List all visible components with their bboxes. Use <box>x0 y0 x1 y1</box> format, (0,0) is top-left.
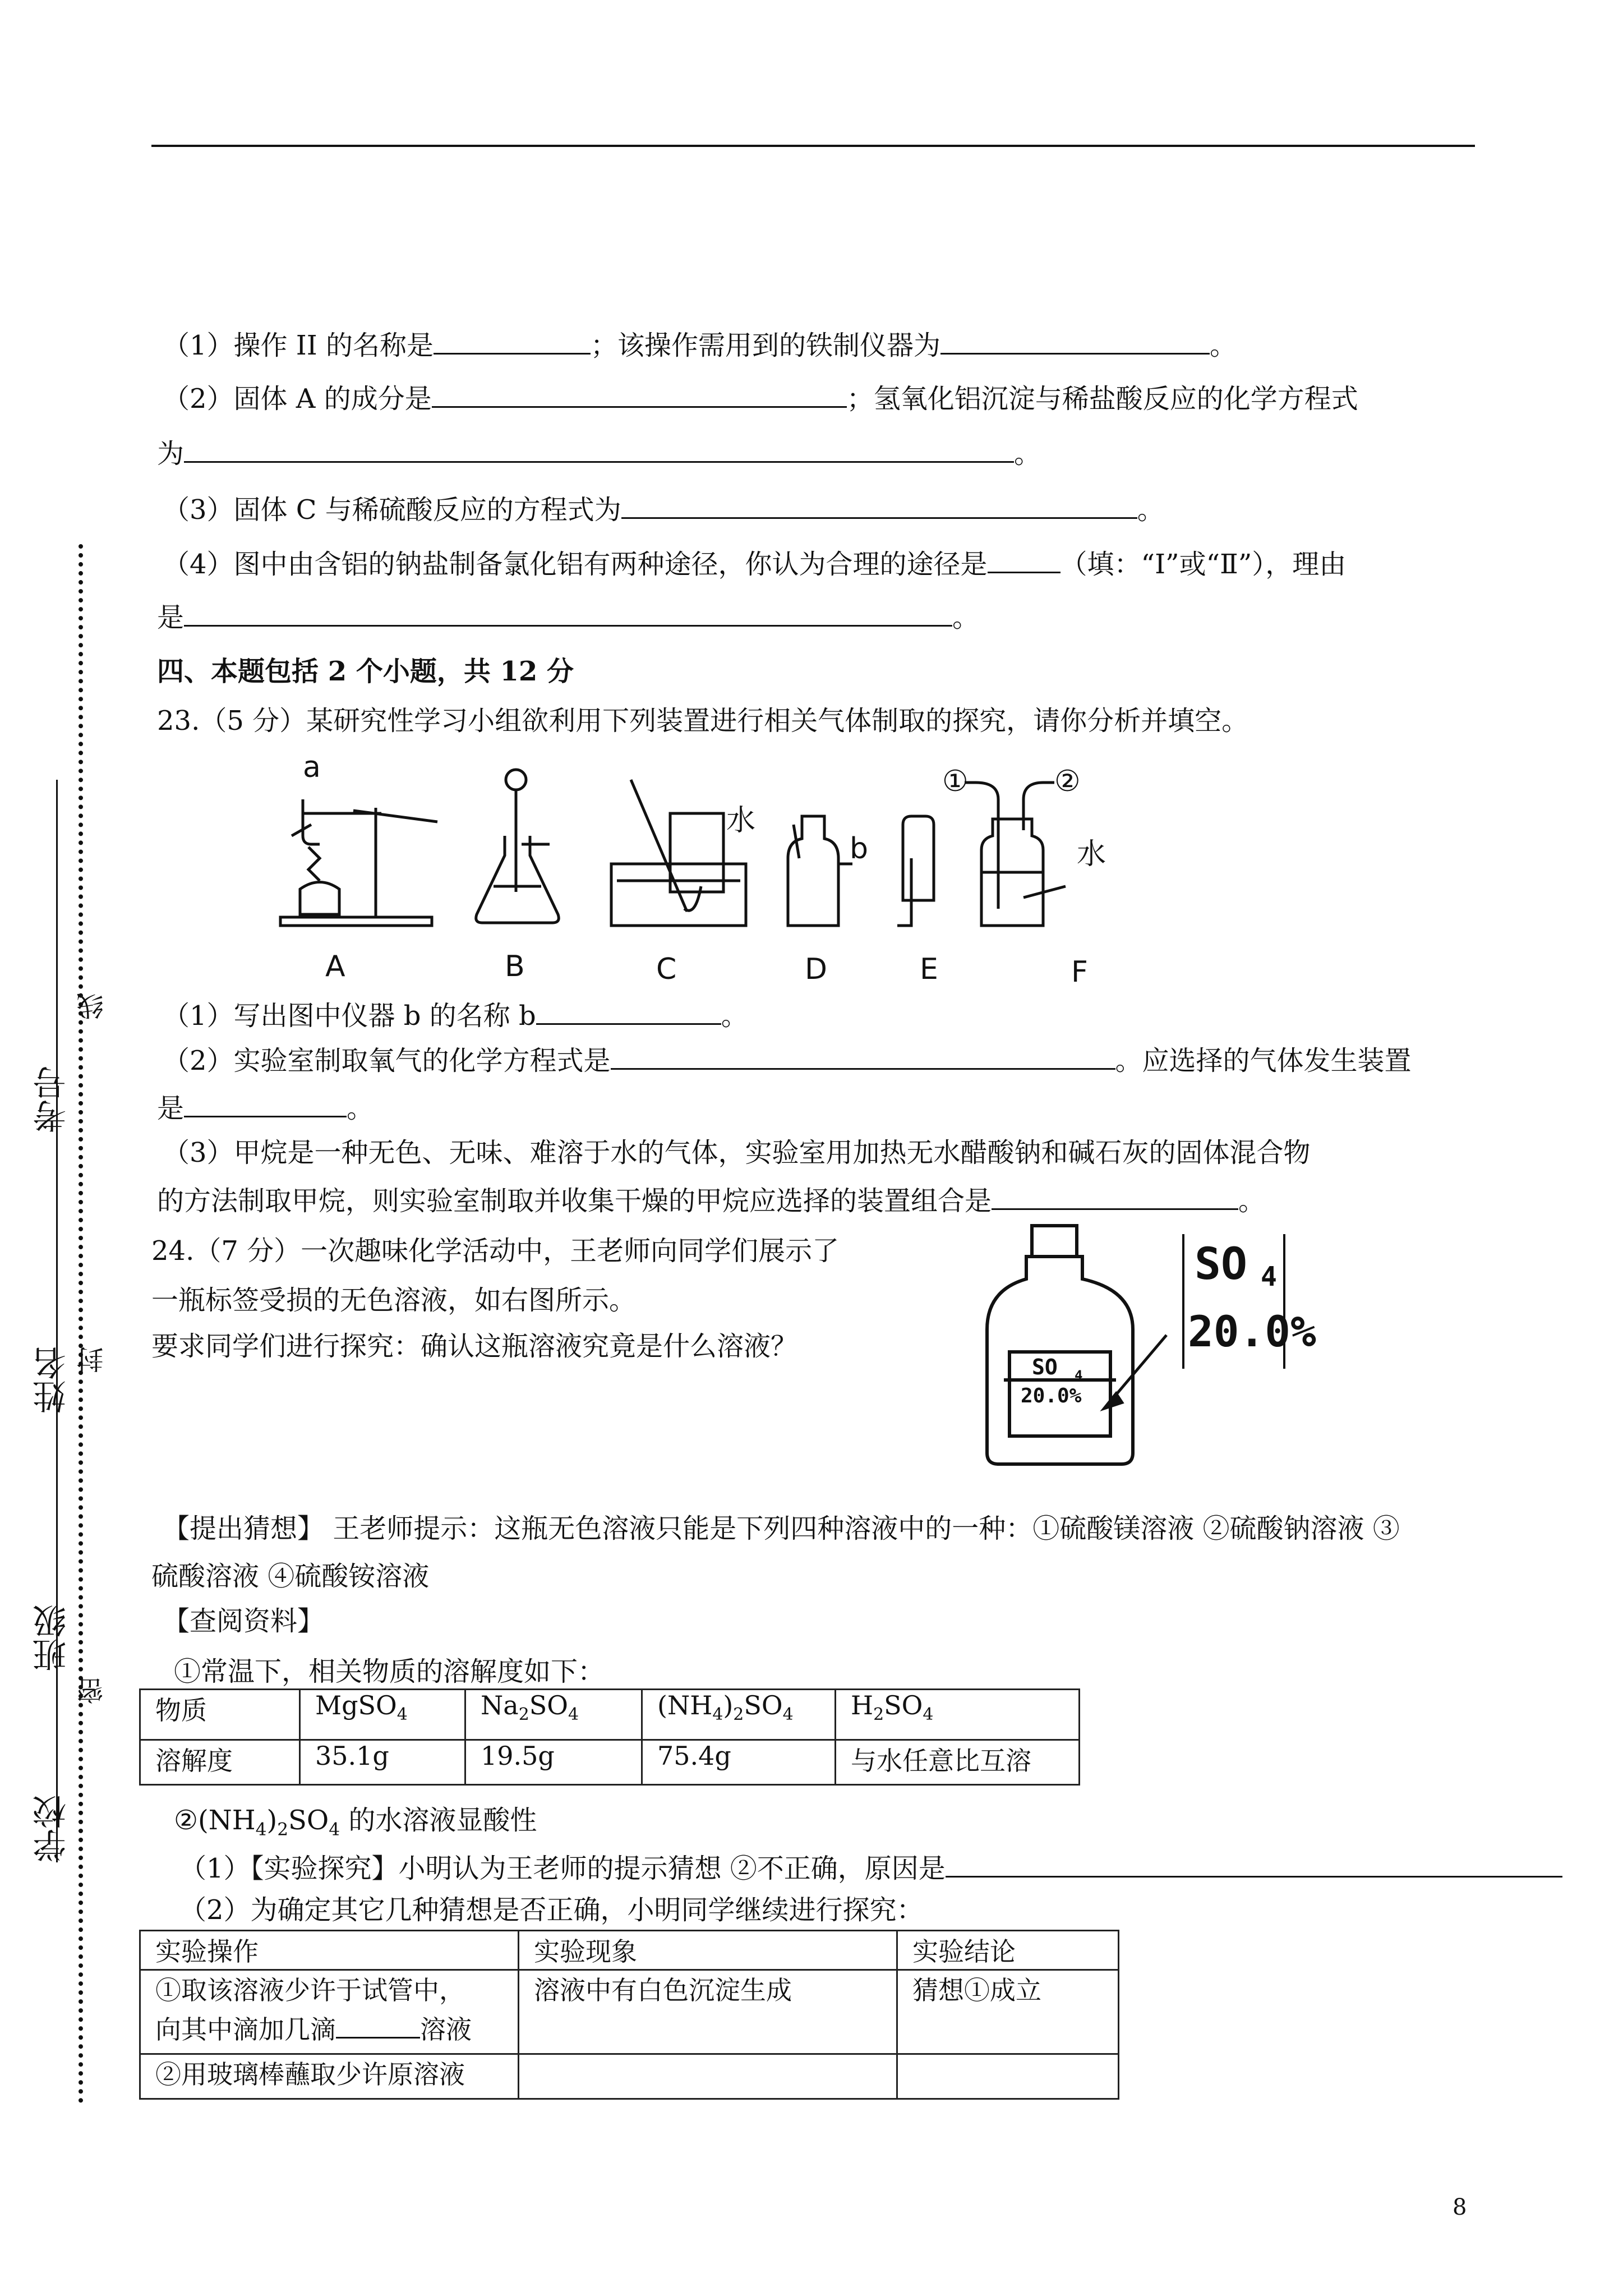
q22-sub3-blank[interactable] <box>621 493 1137 519</box>
apparatus-caption-d: D <box>805 953 828 986</box>
apparatus-water-f: 水 <box>1077 838 1106 871</box>
apparatus-f <box>965 783 1066 926</box>
apparatus-caption-a: A <box>325 950 345 983</box>
q24-explore-1: （1）【实验探究】小明认为王老师的提示猜想 ②不正确，原因是 <box>179 1851 1562 1885</box>
q22-sub4-cont: 是 。 <box>157 600 979 634</box>
q22-sub3: （3）固体 C 与稀硫酸反应的方程式为 。 <box>163 493 1164 527</box>
apparatus-caption-f: F <box>1071 955 1088 989</box>
apparatus-caption-b: B <box>505 950 525 983</box>
apparatus-caption-e: E <box>920 953 938 986</box>
sol-value-mgso4: 35.1g <box>300 1740 465 1785</box>
q24-intro-1: 24.（7 分）一次趣味化学活动中，王老师向同学们展示了 <box>151 1235 840 1267</box>
q24-reference-title: 【查阅资料】 <box>163 1605 325 1637</box>
apparatus-port-2: ② <box>1054 765 1081 798</box>
sol-header-substance: 物质 <box>140 1690 300 1740</box>
exp-row1-op-line2: 向其中滴加几滴 溶液 <box>155 2014 472 2045</box>
exp-row2-phenomenon[interactable] <box>519 2054 897 2099</box>
exp-row1-phenomenon: 溶液中有白色沉淀生成 <box>519 1970 897 2054</box>
apparatus-caption-c: C <box>656 953 677 986</box>
exp-row1-operation <box>140 1970 519 2054</box>
bottle-label-formula-large: SO <box>1195 1239 1247 1290</box>
apparatus-d <box>788 816 852 926</box>
q24-intro-2: 一瓶标签受损的无色溶液，如右图所示。 <box>151 1285 637 1316</box>
exp-row1-reagent-blank[interactable] <box>336 2014 420 2039</box>
q24-explore-1-blank[interactable] <box>946 1851 1562 1878</box>
apparatus-b <box>476 770 559 923</box>
binding-field-line <box>56 780 58 1862</box>
sol-header-h2so4: $H_2SO_4$ <box>836 1690 1080 1740</box>
apparatus-label-a-small: a <box>303 751 321 784</box>
exp-header-operation: 实验操作 <box>140 1931 519 1970</box>
q23-sub3-cont: 的方法制取甲烷，则实验室制取并收集干燥的甲烷应选择的装置组合是 。 <box>157 1184 1265 1218</box>
q24-reference-1: ①常温下，相关物质的溶解度如下： <box>174 1656 605 1687</box>
q22-sub4: （4）图中由含铝的钠盐制备氯化铝有两种途径，你认为合理的途径是 （填：“Ⅰ”或“Ⅱ”），理由 <box>163 547 1346 581</box>
q22-sub1-blank1[interactable] <box>434 328 591 355</box>
experiment-table <box>139 1930 1119 2100</box>
q22-sub4-blank1[interactable] <box>988 547 1061 573</box>
page-number: 8 <box>1453 2194 1467 2220</box>
bottle-label-sub-large: 4 <box>1261 1261 1277 1292</box>
apparatus-a <box>280 799 437 926</box>
bottle-label-pct-small: 20.0% <box>1021 1384 1082 1407</box>
apparatus-label-b-small: b <box>850 832 869 866</box>
sol-row-label: 溶解度 <box>140 1740 300 1785</box>
binding-mark-xian: 线 <box>77 993 108 1020</box>
sol-header-mgso4: MgSO$_4$ <box>300 1690 465 1740</box>
q23-sub2-blank2[interactable] <box>184 1091 347 1117</box>
apparatus-water-c: 水 <box>726 804 756 838</box>
binding-school: 学校 <box>33 1795 72 1862</box>
bottle-label-sub-small: 4 <box>1075 1368 1083 1383</box>
q24-reference-2: $②(NH_4)_2SO_4$ 的水溶液显酸性 <box>174 1805 537 1840</box>
binding-class: 班级 <box>33 1604 72 1672</box>
sol-value-h2so4: 与水任意比互溶 <box>836 1740 1080 1785</box>
q23-intro: 23.（5 分）某研究性学习小组欲利用下列装置进行相关气体制取的探究，请你分析并填空。 <box>157 705 1249 737</box>
binding-exam-no: 考号 <box>33 1066 72 1133</box>
q24-guess-2: 硫酸溶液 ④硫酸铵溶液 <box>151 1561 430 1592</box>
q23-sub2: （2）实验室制取氧气的化学方程式是 。应选择的气体发生装置 <box>163 1043 1412 1078</box>
q22-sub2-blank1[interactable] <box>432 381 847 408</box>
binding-mark-feng: 封 <box>77 1346 108 1373</box>
exp-row2-operation: ②用玻璃棒蘸取少许原溶液 <box>140 2054 519 2099</box>
q22-sub2-blank2[interactable] <box>184 436 1014 463</box>
apparatus-e <box>897 816 934 926</box>
q23-sub3: （3）甲烷是一种无色、无味、难溶于水的气体，实验室用加热无水醋酸钠和碱石灰的固体混合物 <box>163 1137 1311 1168</box>
binding-mark-mi: 密 <box>77 1677 108 1704</box>
q24-intro-3: 要求同学们进行探究：确认这瓶溶液究竟是什么溶液？ <box>151 1331 798 1362</box>
sol-value-nh42so4: 75.4g <box>642 1740 836 1785</box>
q22-sub2-cont: 为 。 <box>157 436 1041 471</box>
binding-name: 姓名 <box>33 1346 72 1414</box>
q24-explore-2: （2）为确定其它几种猜想是否正确，小明同学继续进行探究： <box>179 1894 924 1926</box>
section-heading: 四、本题包括 2 个小题，共 12 分 <box>157 656 574 687</box>
q22-sub4-blank2[interactable] <box>184 600 952 627</box>
solubility-table <box>139 1688 1080 1786</box>
exp-row1-conclusion: 猜想①成立 <box>897 1970 1119 2054</box>
q22-sub1: （1）操作 II 的名称是 ；该操作需用到的铁制仪器为 。 <box>163 328 1237 362</box>
q23-sub1: （1）写出图中仪器 b 的名称 b 。 <box>163 999 748 1033</box>
exp-header-conclusion: 实验结论 <box>897 1931 1119 1970</box>
apparatus-figure <box>269 746 1211 993</box>
apparatus-port-1: ① <box>942 765 969 798</box>
sol-header-na2so4: $Na_2SO_4$ <box>465 1690 642 1740</box>
q22-sub1-blank2[interactable] <box>940 328 1210 355</box>
q23-sub1-blank[interactable] <box>536 999 721 1025</box>
sol-value-na2so4: 19.5g <box>465 1740 642 1785</box>
sol-header-nh42so4: $(NH_4)_2SO_4$ <box>642 1690 836 1740</box>
apparatus-c <box>611 780 746 926</box>
q22-sub2: （2）固体 A 的成分是 ；氢氧化铝沉淀与稀盐酸反应的化学方程式 <box>163 381 1358 416</box>
exp-row1-op-line1: ①取该溶液少许于试管中， <box>155 1975 465 2005</box>
q24-guess-1: 【提出猜想】 王老师提示：这瓶无色溶液只能是下列四种溶液中的一种：①硫酸镁溶液 ②硫酸钠溶液 ③ <box>163 1513 1400 1544</box>
binding-dotted-line <box>79 544 83 2104</box>
exp-row2-conclusion[interactable] <box>897 2054 1119 2099</box>
q23-sub3-blank[interactable] <box>992 1184 1238 1210</box>
reagent-bottle-figure <box>987 1217 1316 1475</box>
q23-sub2-blank1[interactable] <box>611 1043 1115 1070</box>
header-rule <box>151 145 1475 147</box>
bottle-label-pct-large: 20.0% <box>1188 1306 1316 1356</box>
exp-header-phenomenon: 实验现象 <box>519 1931 897 1970</box>
bottle-label-formula-small: SO <box>1032 1355 1058 1379</box>
q23-sub2-cont: 是 。 <box>157 1091 374 1125</box>
